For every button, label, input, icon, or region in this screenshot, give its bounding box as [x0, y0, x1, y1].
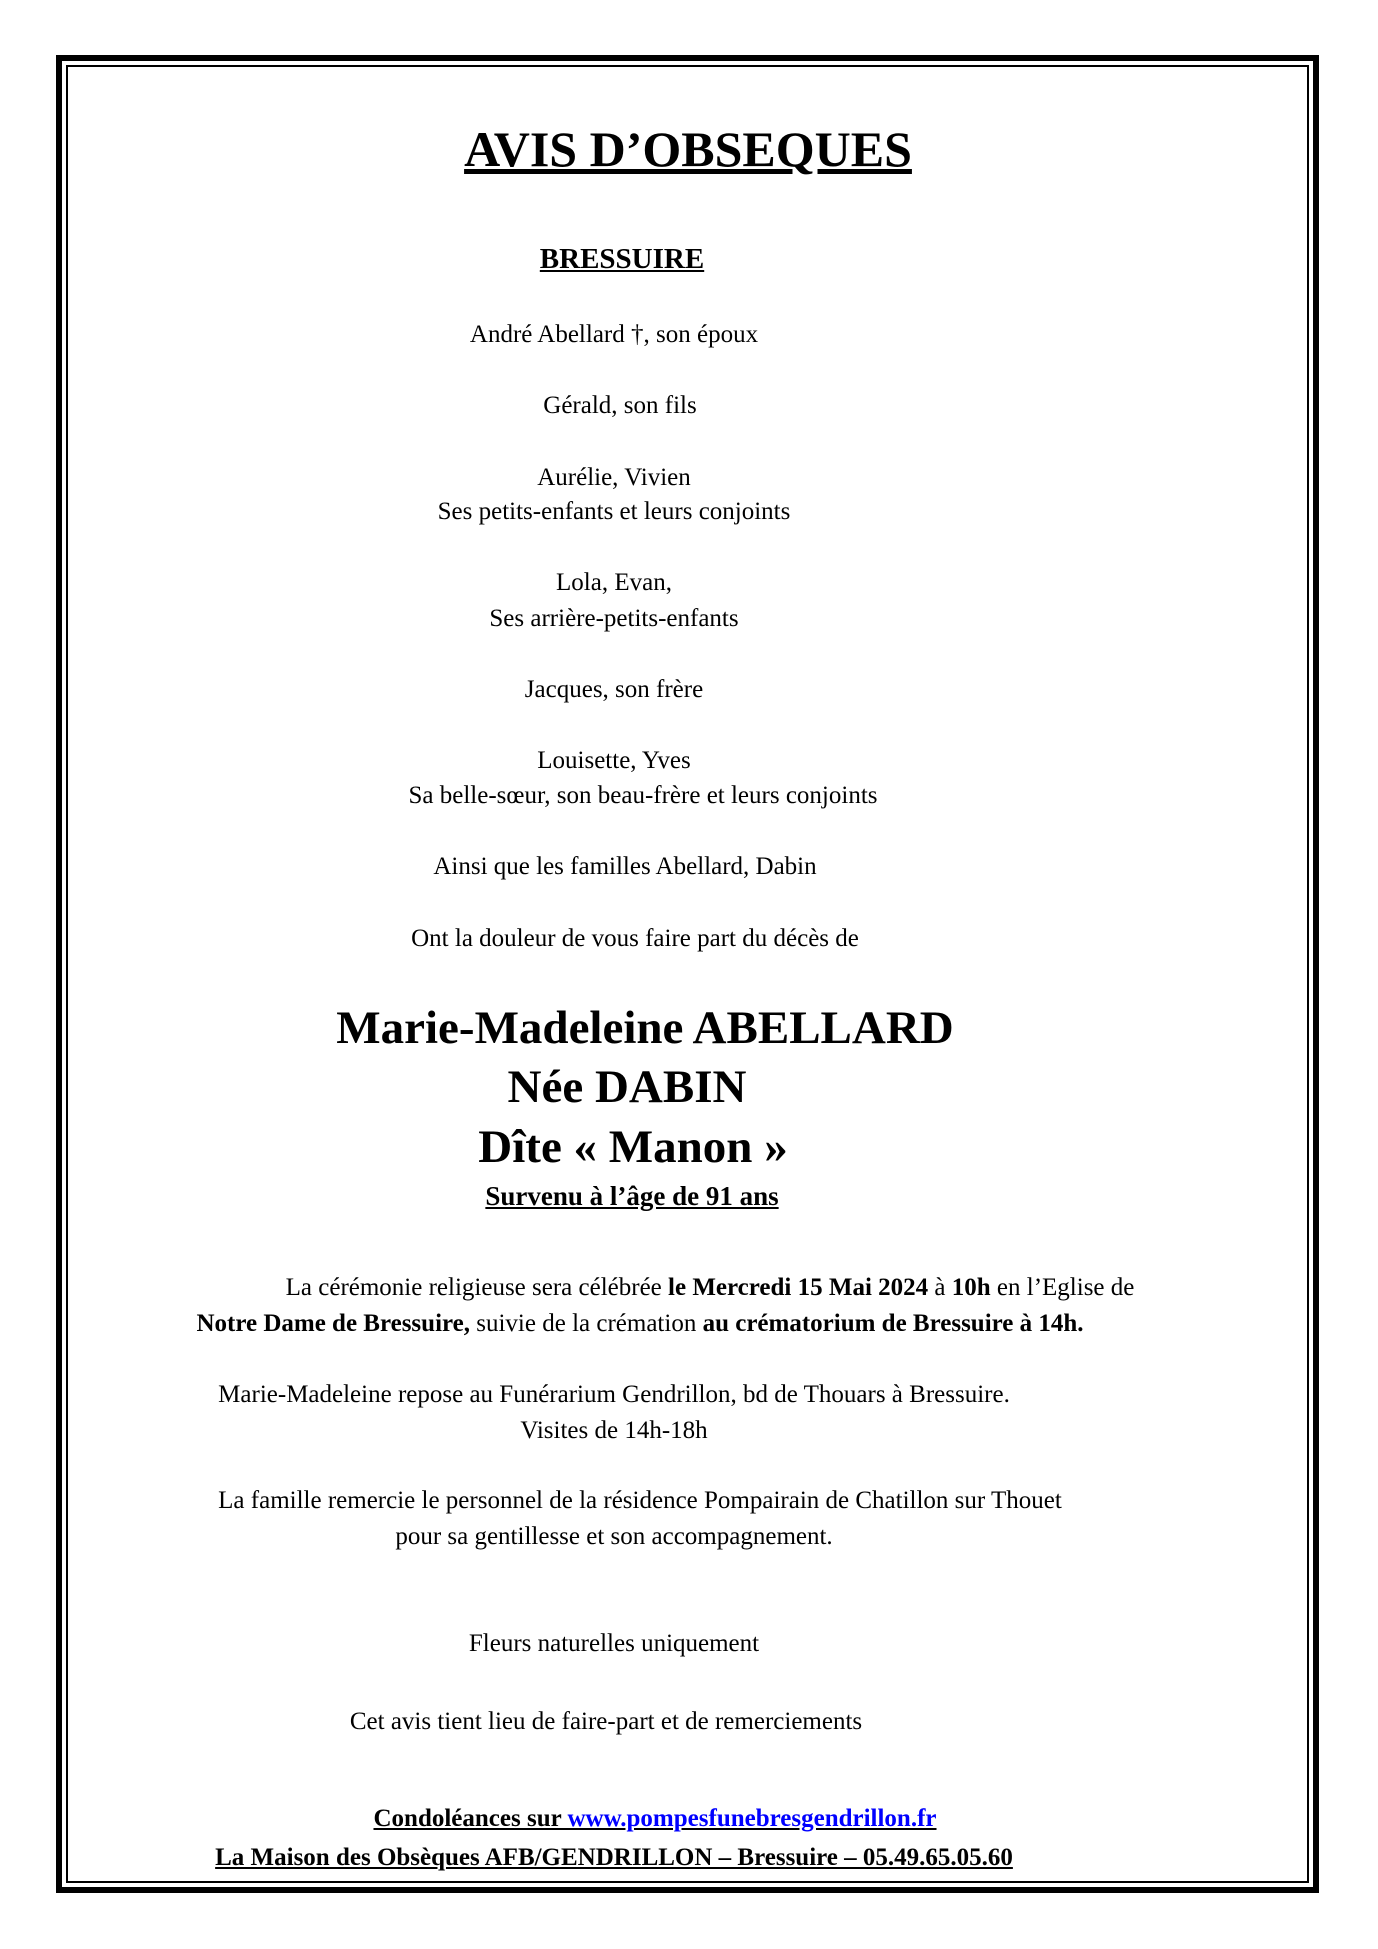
flowers-note: Fleurs naturelles uniquement	[468, 1630, 760, 1657]
ceremony-line-2	[196, 1311, 1083, 1336]
city-heading: BRESSUIRE	[539, 243, 705, 275]
ceremony-date: le Mercredi 15 Mai 2024	[668, 1274, 929, 1301]
family-line: Ses arrière-petits-enfants	[489, 605, 739, 632]
rest-location: Marie-Madeleine repose au Funérarium Gendrillon, bd de Thouars à Bressuire.	[218, 1381, 1010, 1408]
family-line: Ainsi que les familles Abellard, Dabin	[433, 853, 817, 880]
ceremony-time: 10h	[951, 1274, 991, 1301]
family-line: Sa belle-sœur, son beau-frère et leurs conjoints	[408, 782, 878, 809]
deceased-age: Survenu à l’âge de 91 ans	[485, 1181, 779, 1211]
thanks-line: La famille remercie le personnel de la résidence Pompairain de Chatillon sur Thouet	[218, 1487, 1062, 1514]
condolences-line	[373, 1806, 936, 1831]
ceremony-text: La cérémonie religieuse sera célébrée	[285, 1274, 669, 1301]
family-line: Aurélie, Vivien	[537, 464, 691, 491]
ceremony-text: à	[928, 1274, 952, 1301]
ceremony-text: en l’Eglise de	[990, 1274, 1135, 1301]
notice-note: Cet avis tient lieu de faire-part et de remerciements	[349, 1708, 863, 1735]
family-line: Lola, Evan,	[556, 569, 672, 596]
deceased-nickname: Dîte « Manon »	[478, 1121, 788, 1173]
visiting-hours: Visites de 14h-18h	[520, 1417, 708, 1444]
thanks-line: pour sa gentillesse et son accompagnement.	[395, 1523, 833, 1550]
ceremony-church: Notre Dame de Bressuire,	[196, 1310, 471, 1337]
announcement-line: Ont la douleur de vous faire part du décès de	[411, 925, 859, 952]
family-line: Jacques, son frère	[524, 676, 704, 703]
family-line: Ses petits-enfants et leurs conjoints	[437, 498, 791, 525]
ceremony-line-1	[286, 1275, 1135, 1300]
ceremony-text: suivie de la crémation	[470, 1310, 703, 1337]
deceased-maiden-name: Née DABIN	[507, 1061, 747, 1113]
family-line: Louisette, Yves	[537, 747, 691, 774]
notice-title: AVIS D’OBSEQUES	[464, 121, 912, 177]
website-link[interactable]: www.pompesfunebresgendrillon.fr	[567, 1805, 937, 1832]
family-line: André Abellard †, son époux	[469, 321, 759, 348]
funeral-home-contact: La Maison des Obsèques AFB/GENDRILLON – Bressuire – 05.49.65.05.60	[215, 1844, 1013, 1871]
family-line: Gérald, son fils	[543, 392, 697, 419]
condolences-label: Condoléances sur	[373, 1805, 568, 1832]
deceased-name: Marie-Madeleine ABELLARD	[336, 1002, 954, 1054]
cremation-details: au crématorium de Bressuire à 14h.	[702, 1310, 1084, 1337]
